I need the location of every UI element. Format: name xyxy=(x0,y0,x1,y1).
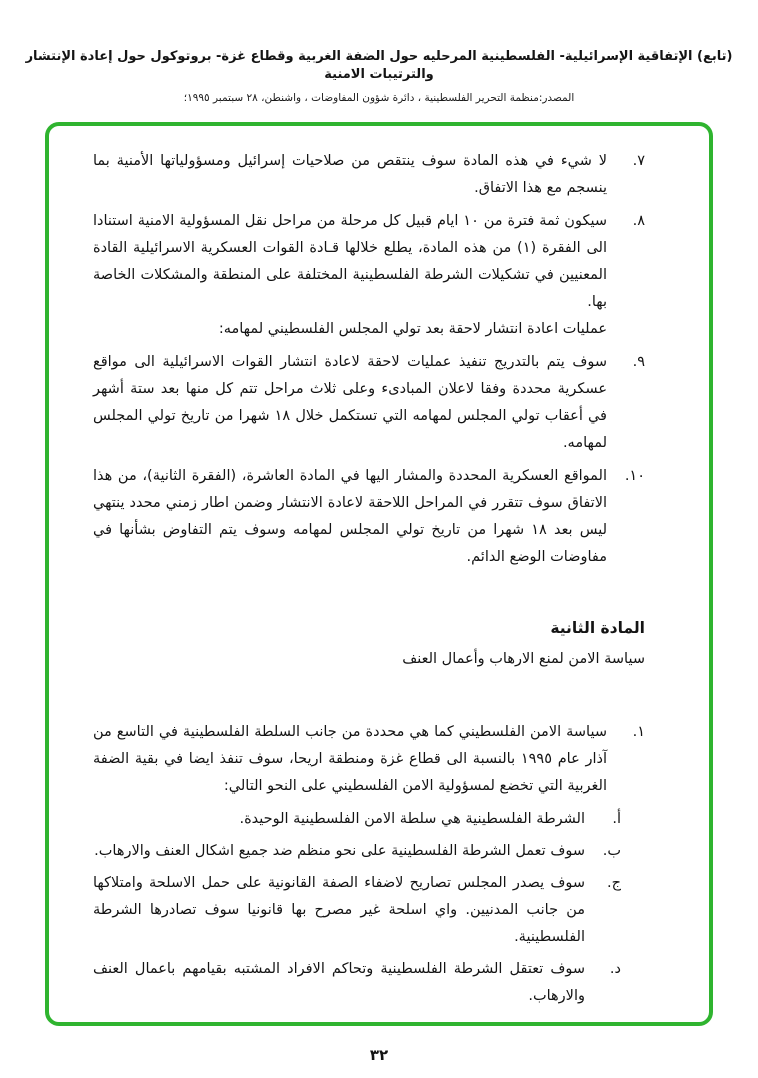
sub-item-letter: د. xyxy=(609,961,621,977)
list-item-10 xyxy=(93,463,645,571)
document-header xyxy=(18,48,740,105)
list-item-text: سياسة الامن الفلسطيني كما هي محددة من جانب السلطة الفلسطينية في التاسع من آذار عام ١٩٩٥ بالنسبة الى قطاع غزة ومنطقة اريحا، سوف تنفذ ايضا في بقية الضفة الغربية التي تخضع لمسؤولية الامن الفلسطيني على النحو التالي: xyxy=(93,724,607,794)
sub-item-letter: ج. xyxy=(607,875,621,891)
list-item-text: المواقع العسكرية المحددة والمشار اليها في المادة العاشرة، (الفقرة الثانية)، من هذا الاتفاق سوف تتقرر في المراحل اللاحقة لاعادة الانتشار وضمن اطار زمني محدد ينتهي ليس بعد ١٨ شهرا من تاريخ تولي المجلس لمهامه وسوف يتم التفاوض بشأنها في مفاوضات الوضع الدائم. xyxy=(93,468,608,565)
sub-item-d xyxy=(93,956,645,1010)
list-item-number: ٧. xyxy=(632,153,645,169)
sub-item-a xyxy=(93,806,645,833)
page-number: ٣٢ xyxy=(369,1046,389,1064)
sub-item-b xyxy=(93,838,645,865)
list-item-number: ١٠. xyxy=(624,468,645,484)
list-item-note: عمليات اعادة انتشار لاحقة بعد تولي المجلس الفلسطيني لمهامه: xyxy=(218,321,607,337)
list-item-text: لا شيء في هذه المادة سوف ينتقص من صلاحيات إسرائيل ومسؤولياتها الأمنية بما ينسجم مع هذا الاتفاق. xyxy=(93,153,607,196)
list-item-number: ١. xyxy=(632,724,645,740)
list-item-text: سوف يتم بالتدريج تنفيذ عمليات لاحقة لاعادة انتشار القوات الاسرائيلية الى مواقع عسكرية محددة وفقا لاعلان المبادىء وعلى ثلاث مراحل تتم كل منها بعد ستة أشهر في أعقاب تولي المجلس لمهامه التي تستكمل خلال ١٨ شهرا من تاريخ تولي المجلس لمهامه. xyxy=(93,354,607,451)
list-item-number: ٨. xyxy=(632,213,645,229)
list-item-paragraph: سيكون ثمة فترة من ١٠ ايام قبيل كل مرحلة من مراحل نقل المسؤولية الامنية استنادا الى الفقرة (١) من هذه المادة، يطلع خلالها قـادة القوات العسكرية الاسرائيلية القادة المعنيين في تشكيلات الشرطة الفلسطينية المختلفة على المنطقة والمشكلات الخاصة بها. xyxy=(93,213,608,310)
article-subtitle: سياسة الامن لمنع الارهاب وأعمال العنف xyxy=(402,651,645,667)
document-source-line: المصدر:منظمة التحرير الفلسطينية ، دائرة شؤون المفاوضات ، واشنطن، ٢٨ سبتمبر ١٩٩٥؛ xyxy=(183,92,575,104)
sub-item-text: سوف تعتقل الشرطة الفلسطينية وتحاكم الافراد المشتبه بقيامهم باعمال العنف والارهاب. xyxy=(93,961,585,1004)
sub-item-letter: أ. xyxy=(612,811,621,827)
list-item-8 xyxy=(93,208,645,343)
list-item-number: ٩. xyxy=(632,354,645,370)
sub-item-text: سوف تعمل الشرطة الفلسطينية على نحو منظم ضد جميع اشكال العنف والارهاب. xyxy=(94,843,585,859)
sub-item-letter: ب. xyxy=(602,843,621,859)
sub-item-c xyxy=(93,870,645,951)
list-item-7 xyxy=(93,148,645,202)
list-item-1 xyxy=(93,719,645,800)
list-item-text xyxy=(93,208,607,343)
article-heading: المادة الثانية xyxy=(550,619,645,637)
sub-item-text: الشرطة الفلسطينية هي سلطة الامن الفلسطينية الوحيدة. xyxy=(239,811,585,827)
list-item-9 xyxy=(93,349,645,457)
document-title: (تابع) الإتفاقية الإسرائيلية- الفلسطينية المرحليه حول الضفة الغربية وقطاع غزة- بروتوكول حول إعادة الإنتشار والترتيبات الامنية xyxy=(25,49,733,82)
sub-item-text: سوف يصدر المجلس تصاريح لاضفاء الصفة القانونية على حمل الاسلحة وامتلاكها من جانب المدنيين. واي اسلحة غير مصرح بها قانونيا سوف تصادرها الشرطة الفلسطينية. xyxy=(93,875,585,945)
content-border-box xyxy=(45,122,713,1026)
